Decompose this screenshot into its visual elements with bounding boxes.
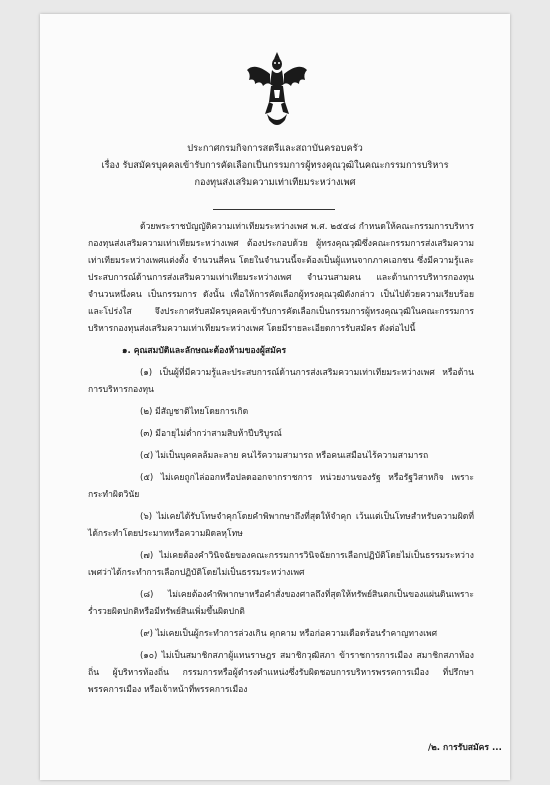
qualification-item-6: (๖) ไม่เคยได้รับโทษจำคุกโดยคำพิพากษาถึงที่สุดให้จำคุก เว้นแต่เป็นโทษสำหรับความผิดที่ได้กระทำโดยประมาทหรือความผิดลหุโทษ: [88, 512, 474, 539]
section-1-title: ๑. คุณสมบัติและลักษณะต้องห้ามของผู้สมัคร: [122, 346, 287, 356]
subject-line-2: กองทุนส่งเสริมความเท่าเทียมระหว่างเพศ: [194, 177, 356, 188]
header-divider: [213, 209, 335, 210]
intro-paragraph: ด้วยพระราชบัญญัติความเท่าเทียมระหว่างเพศ พ.ศ. ๒๕๕๘ กำหนดให้คณะกรรมการบริหารกองทุนส่งเสริมความเท่าเทียมระหว่างเพศ ต้องประกอบด้วย ผู้ทรงคุณวุฒิซึ่งคณะกรรมการส่งเสริมความเท่าเทียมระหว่างเพศแต่งตั้ง จำนวนสี่คน โดยในจำนวนนี้จะต้องเป็นผู้แทนจากภาคเอกชน ซึ่งมีความรู้และประสบการณ์ด้านการส่งเสริมความเท่าเทียมระหว่างเพศ จำนวนสามคน และด้านการบริหารกองทุน จำนวนหนึ่งคน เป็นกรรมการ ดังนั้น เพื่อให้การคัดเลือกผู้ทรงคุณวุฒิดังกล่าว เป็นไปด้วยความเรียบร้อยและโปร่งใส จึงประกาศรับสมัครบุคคลเข้ารับการคัดเลือกเป็นกรรมการผู้ทรงคุณวุฒิในคณะกรรมการบริหารกองทุนส่งเสริมความเท่าเทียมระหว่างเพศ โดยมีรายละเอียดการรับสมัคร ดังต่อไปนี้: [88, 222, 474, 334]
document-body: [88, 219, 474, 699]
qualification-item-9: (๙) ไม่เคยเป็นผู้กระทำการล่วงเกิน คุกคาม หรือก่อความเดือดร้อนรำคาญทางเพศ: [140, 629, 438, 639]
document-header: [40, 140, 510, 191]
qualification-item-10: (๑๐) ไม่เป็นสมาชิกสภาผู้แทนราษฎร สมาชิกวุฒิสภา ข้าราชการการเมือง สมาชิกสภาท้องถิ่น ผู้บริหารท้องถิ่น กรรมการหรือผู้ดำรงตำแหน่งซึ่งรับผิดชอบการบริหารพรรคการเมือง ที่ปรึกษาพรรคการเมือง หรือเจ้าหน้าที่พรรคการเมือง: [88, 651, 474, 695]
qualification-item-7: (๗) ไม่เคยต้องคำวินิจฉัยของคณะกรรมการวินิจฉัยการเลือกปฏิบัติโดยไม่เป็นธรรมระหว่างเพศว่าได้กระทำการเลือกปฏิบัติโดยไม่เป็นธรรมระหว่างเพศ: [88, 551, 474, 578]
qualification-item-4: (๔) ไม่เป็นบุคคลล้มละลาย คนไร้ความสามารถ หรือคนเสมือนไร้ความสามารถ: [140, 451, 429, 461]
qualification-item-2: (๒) มีสัญชาติไทยโดยการเกิด: [140, 407, 249, 417]
garuda-emblem-icon: [245, 50, 309, 130]
qualification-item-8: (๘) ไม่เคยต้องคำพิพากษาหรือคำสั่งของศาลถึงที่สุดให้ทรัพย์สินตกเป็นของแผ่นดินเพราะร่ำรวยผิดปกติหรือมีทรัพย์สินเพิ่มขึ้นผิดปกติ: [88, 590, 474, 617]
document-page: [40, 14, 510, 780]
qualification-item-3: (๓) มีอายุไม่ต่ำกว่าสามสิบห้าปีบริบูรณ์: [140, 429, 282, 439]
issuing-org: ประกาศกรมกิจการสตรีและสถาบันครอบครัว: [187, 143, 363, 154]
qualification-item-5: (๕) ไม่เคยถูกไล่ออกหรือปลดออกจากราชการ หน่วยงานของรัฐ หรือรัฐวิสาหกิจ เพราะกระทำผิดวินัย: [88, 473, 474, 500]
qualification-item-1: (๑) เป็นผู้ที่มีความรู้และประสบการณ์ด้านการส่งเสริมความเท่าเทียมระหว่างเพศ หรือด้านการบริหารกองทุน: [88, 368, 474, 395]
subject-line-1: เรื่อง รับสมัครบุคคลเข้ารับการคัดเลือกเป็นกรรมการผู้ทรงคุณวุฒิในคณะกรรมการบริหาร: [101, 160, 449, 171]
continuation-marker: /๒. การรับสมัคร ...: [428, 743, 502, 753]
